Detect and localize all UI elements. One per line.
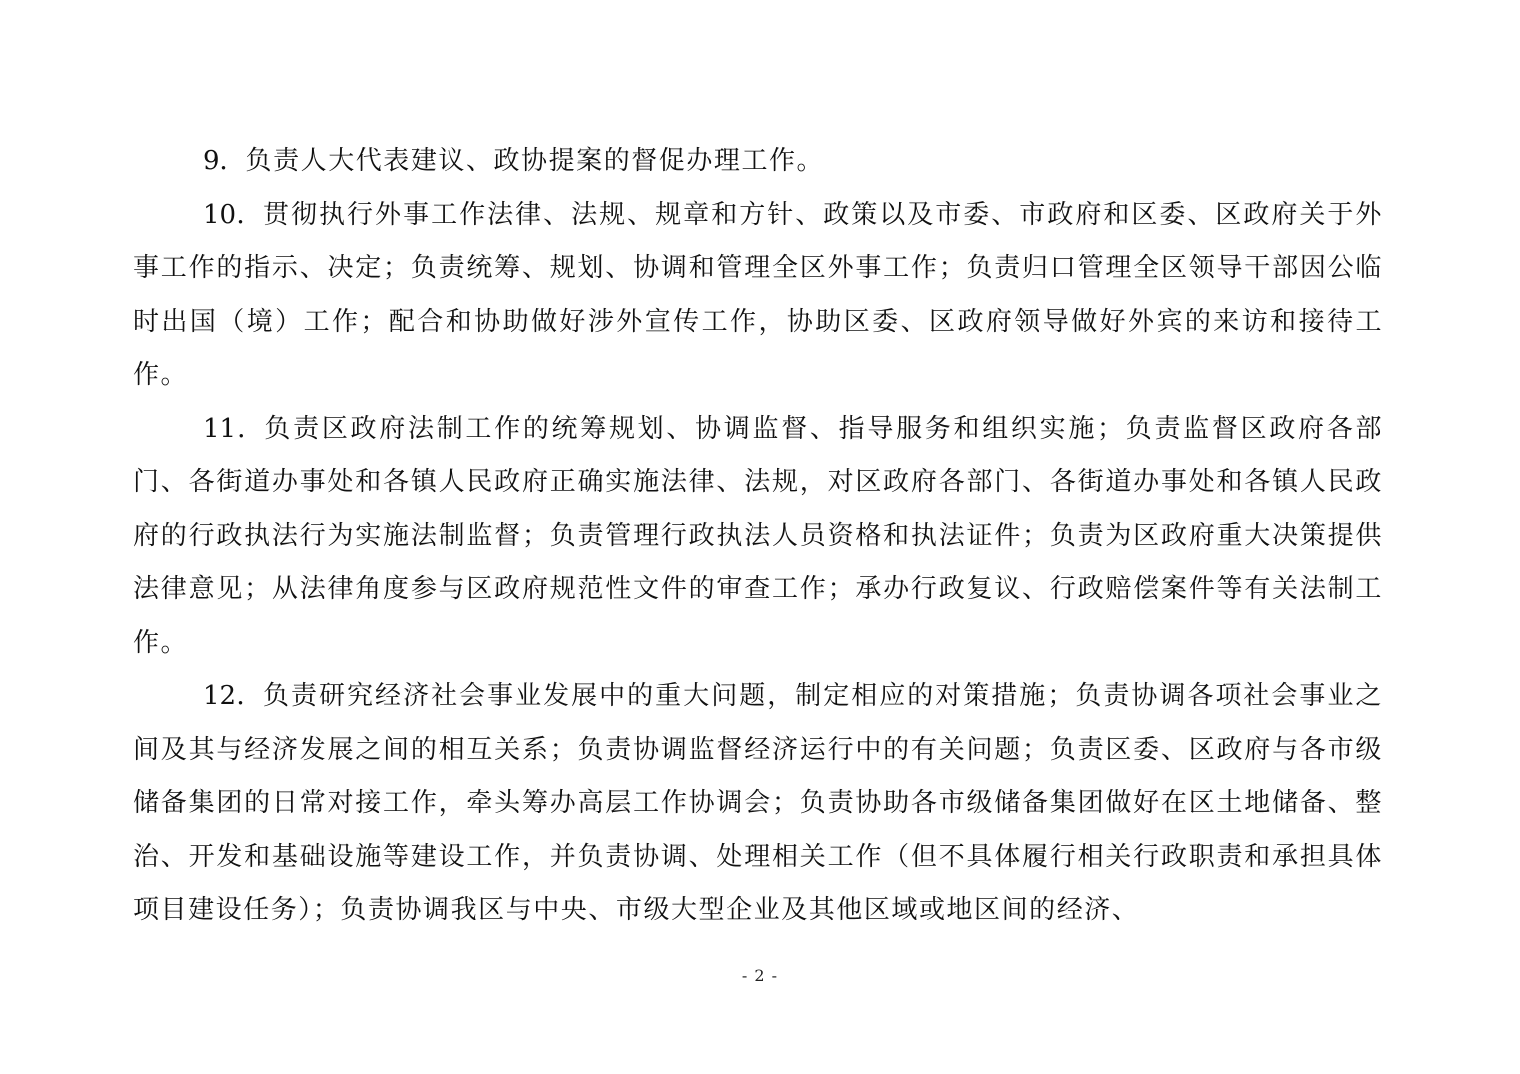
paragraph-item-9: [133, 135, 1383, 189]
paragraph-text: 负责研究经济社会事业发展中的重大问题，制定相应的对策措施；负责协调各项社会事业之间及其与经济发展之间的相互关系；负责协调监督经济运行中的有关问题；负责区委、区政府与各市级储备集团的日常对接工作，牵头筹办高层工作协调会；负责协助各市级储备集团做好在区土地储备、整治、开发和基础设施等建设工作，并负责协调、处理相关工作（但不具体履行相关行政职责和承担具体项目建设任务）；负责协调我区与中央、市级大型企业及其他区域或地区间的经济、: [133, 681, 1383, 925]
paragraph-item-10: [133, 189, 1383, 403]
page-number: - 2 -: [741, 966, 779, 985]
paragraph-number: 12．: [203, 681, 264, 711]
paragraph-number: 9．: [203, 146, 246, 176]
paragraph-item-12: [133, 670, 1383, 938]
paragraph-number: 11．: [203, 413, 265, 444]
paragraph-number: 10．: [203, 199, 264, 230]
paragraph-item-11: [133, 403, 1383, 671]
paragraph-text: 负责区政府法制工作的统筹规划、协调监督、指导服务和组织实施；负责监督区政府各部门、各街道办事处和各镇人民政府正确实施法律、法规，对区政府各部门、各街道办事处和各镇人民政府的行政执法行为实施法制监督；负责管理行政执法人员资格和执法证件；负责为区政府重大决策提供法律意见；从法律角度参与区政府规范性文件的审查工作；承办行政复议、行政赔偿案件等有关法制工作。: [133, 413, 1384, 658]
paragraph-text: 负责人大代表建议、政协提案的督促办理工作。: [245, 146, 825, 176]
paragraph-text: 贯彻执行外事工作法律、法规、规章和方针、政策以及市委、市政府和区委、区政府关于外事工作的指示、决定；负责统筹、规划、协调和管理全区外事工作；负责归口管理全区领导干部因公临时出国（境）工作；配合和协助做好涉外宣传工作，协助区委、区政府领导做好外宾的来访和接待工作。: [133, 199, 1383, 390]
document-body: [133, 135, 1383, 938]
